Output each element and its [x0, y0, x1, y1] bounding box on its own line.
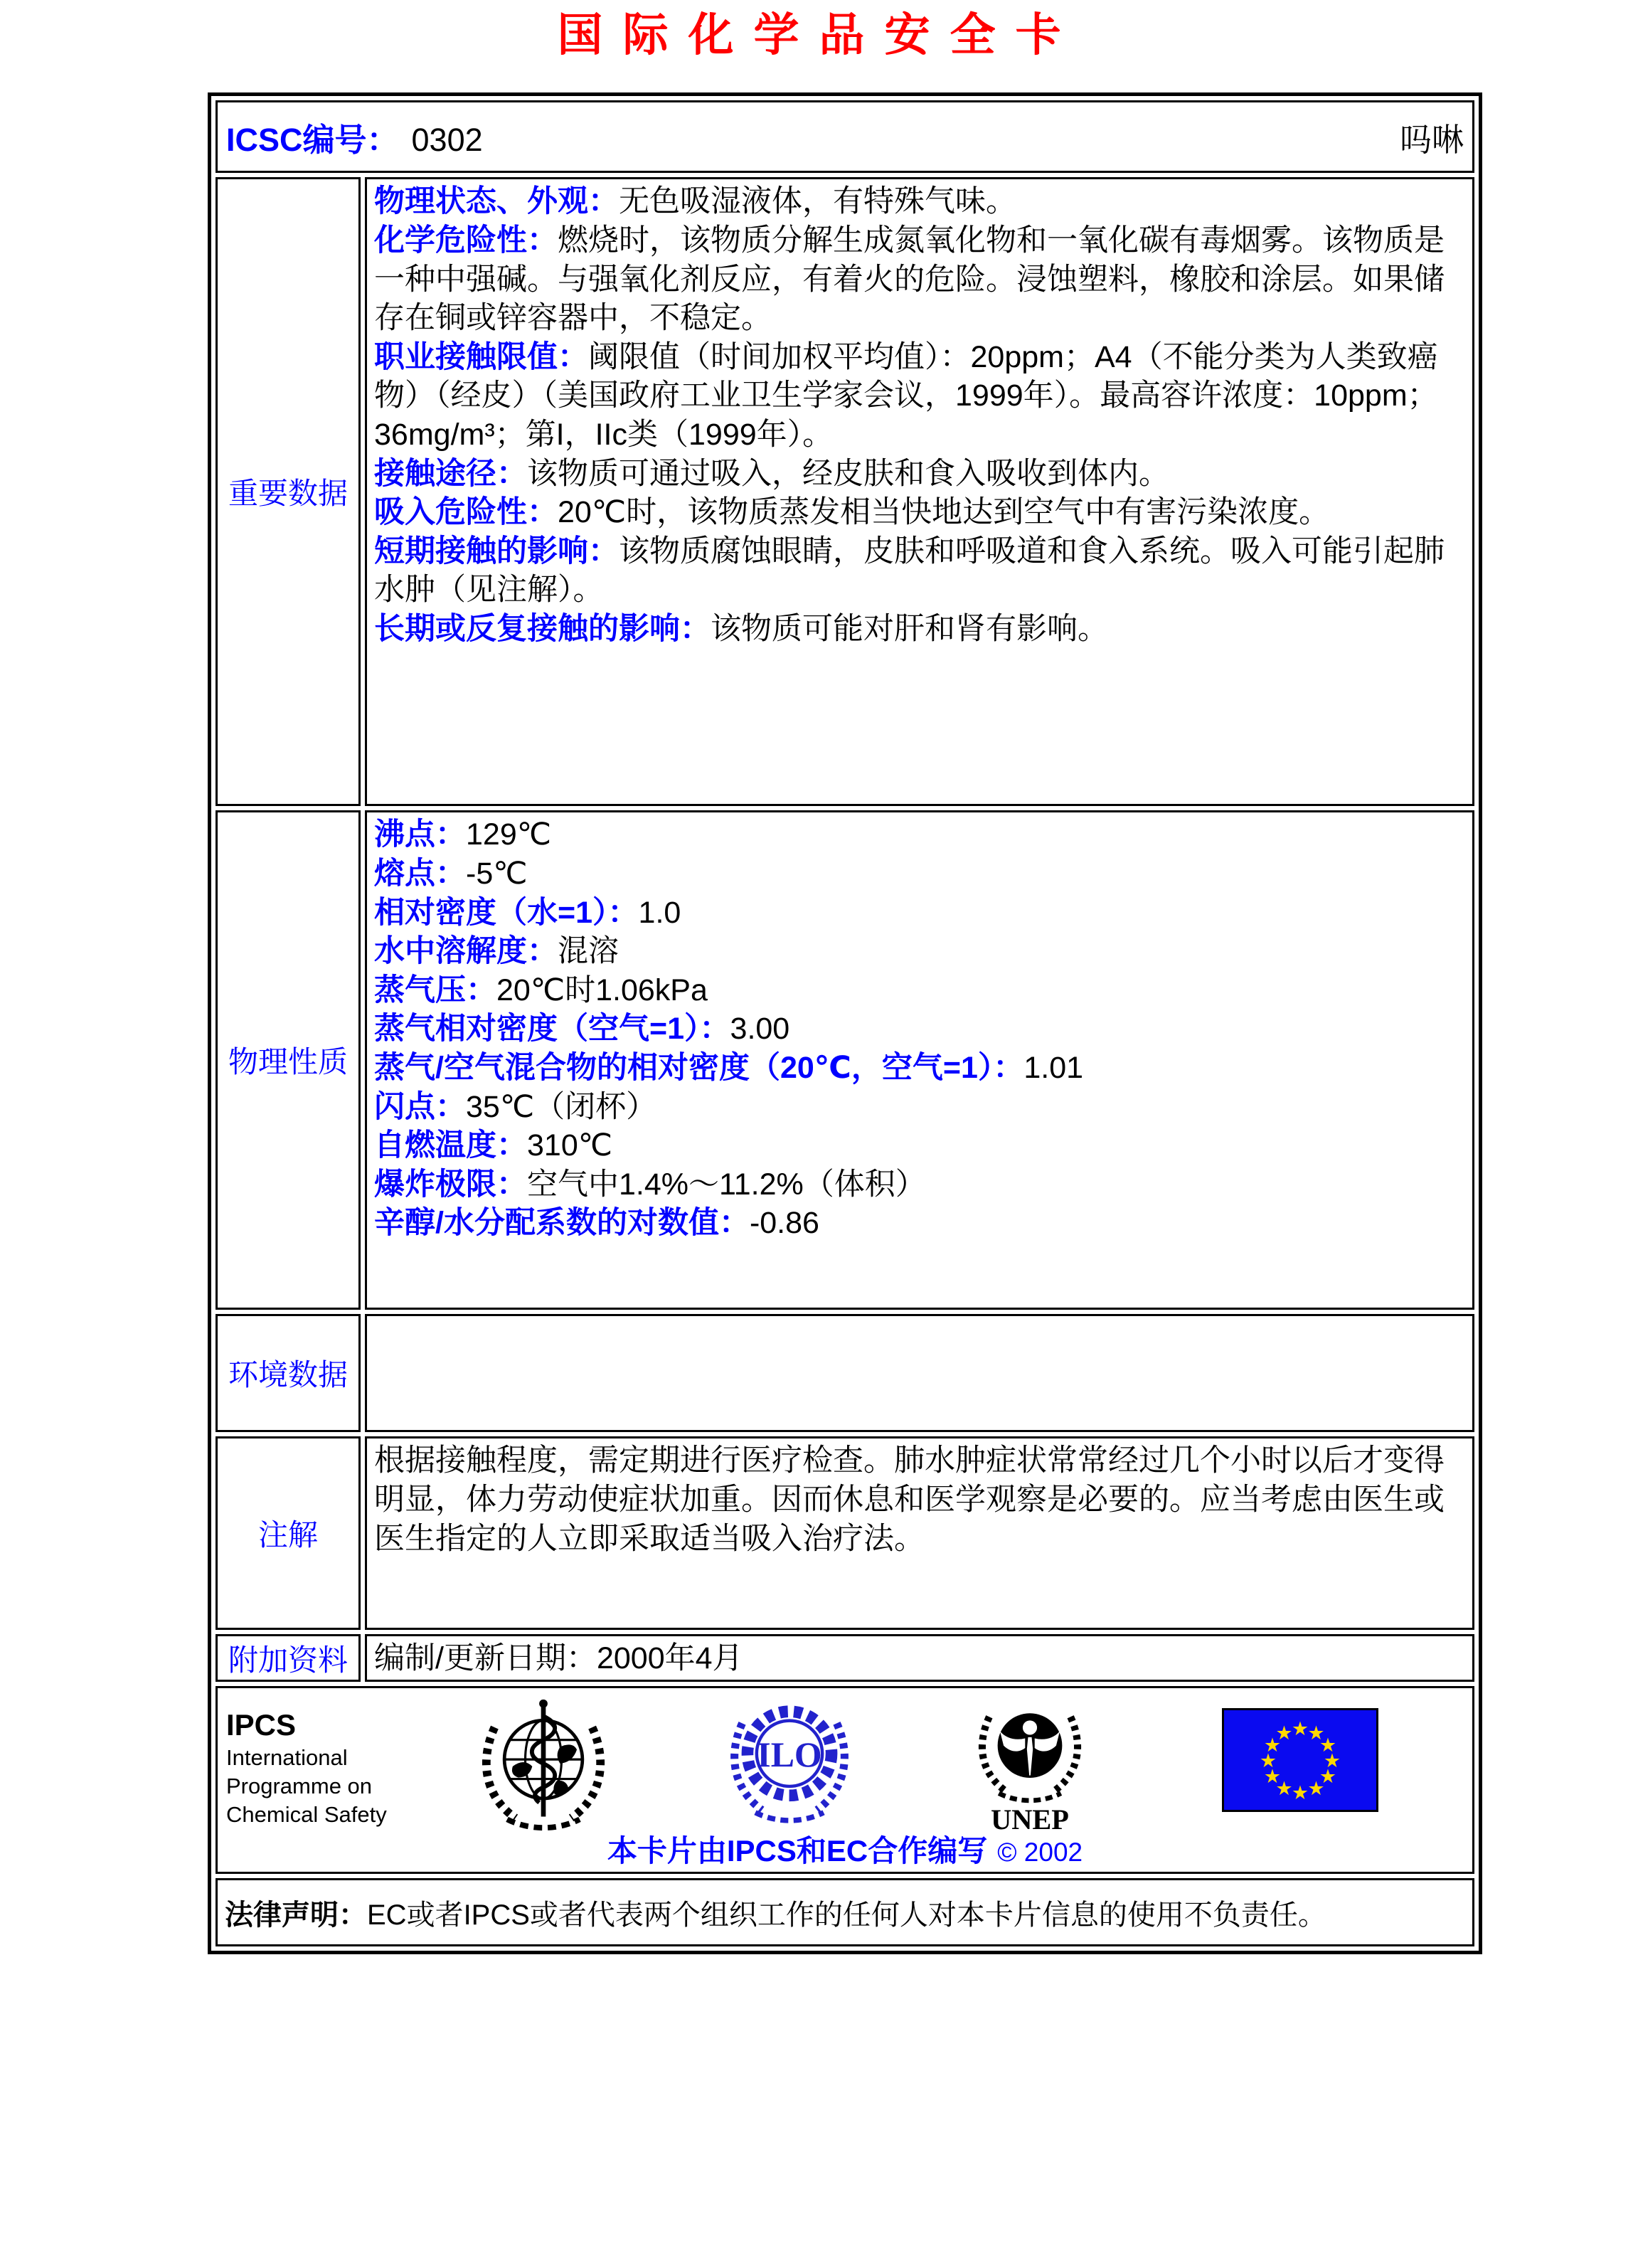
important-data-row: [216, 177, 1474, 806]
svg-text:★: ★: [1275, 1778, 1293, 1800]
field-label: 短期接触的影响：: [374, 534, 619, 568]
field-label: 熔点：: [374, 857, 466, 891]
legal-label: 法律声明：: [225, 1899, 367, 1931]
field-value: 35℃（闭杯）: [466, 1089, 657, 1124]
notes-row-label: 注解: [216, 1436, 361, 1630]
data-line: [374, 1165, 1462, 1204]
svg-text:★: ★: [1263, 1734, 1282, 1756]
data-line: [374, 894, 1462, 933]
environmental-data-row-label: 环境数据: [216, 1314, 361, 1432]
field-label: 长期或反复接触的影响：: [374, 612, 711, 647]
environmental-data-row: [216, 1314, 1474, 1432]
field-label: 闪点：: [374, 1089, 466, 1124]
eu-flag-icon: [1222, 1708, 1378, 1812]
data-line: [374, 182, 1462, 221]
field-label: 辛醇/水分配系数的对数值：: [374, 1206, 750, 1241]
data-line: [374, 493, 1462, 532]
data-line: [374, 932, 1462, 971]
field-label: 水中溶解度：: [374, 934, 558, 969]
field-label: 编制/更新日期：: [374, 1641, 597, 1676]
header-cell: [216, 100, 1474, 173]
data-line: [374, 854, 1462, 894]
field-value: 3.00: [730, 1012, 790, 1046]
data-line: [374, 1639, 1462, 1678]
field-label: 接触途径：: [374, 456, 527, 491]
unep-emblem-icon: [970, 1695, 1090, 1838]
svg-text:★: ★: [1275, 1722, 1293, 1744]
header-flex: [226, 114, 1464, 160]
physical-properties-content: [365, 810, 1474, 1310]
notes-content: 根据接触程度，需定期进行医疗检查。肺水肿症状常常经过几个小时以后才变得明显，体力劳动使症状加重。因而休息和医学观察是必要的。应当考虑由医生或医生指定的人立即采取适当吸入治疗法。: [365, 1436, 1474, 1630]
ipcs-name-line: International: [226, 1745, 348, 1771]
ipcs-acronym: IPCS: [226, 1708, 297, 1742]
svg-text:★: ★: [1263, 1766, 1282, 1788]
field-value: 燃烧时，该物质分解生成氮氧化物和一氧化碳有毒烟雾。该物质是一种中强碱。与强氧化剂反应，有着火的危险。浸蚀塑料，橡胶和涂层。如果储存在铜或锌容器中，不稳定。: [374, 223, 1445, 336]
ilo-emblem-icon: [721, 1694, 858, 1826]
field-value: 混溶: [558, 934, 619, 969]
field-value: 该物质可能对肝和肾有影响。: [711, 612, 1108, 647]
field-label: 化学危险性：: [374, 223, 558, 258]
icsc-number-label: ICSC编号：: [226, 121, 399, 158]
field-value: 20℃时，该物质蒸发相当快地达到空气中有害污染浓度。: [558, 495, 1330, 530]
field-value: 2000年4月: [596, 1641, 743, 1676]
icsc-number-value: 0302: [411, 121, 483, 158]
notes-row: [216, 1436, 1474, 1630]
svg-text:★: ★: [1323, 1750, 1341, 1772]
svg-text:★: ★: [1291, 1718, 1309, 1740]
field-label: 蒸气/空气混合物的相对密度（20℃，空气=1）：: [374, 1051, 1024, 1086]
additional-info-row-label: 附加资料: [216, 1634, 361, 1682]
header-row: [216, 100, 1474, 173]
data-line: [374, 971, 1462, 1010]
svg-text:★: ★: [1319, 1766, 1337, 1788]
legal-cell: [216, 1878, 1474, 1946]
legal-row: [216, 1878, 1474, 1946]
data-line: [374, 221, 1462, 338]
field-value: 310℃: [527, 1128, 613, 1163]
ipcs-name-line: Programme on: [226, 1773, 373, 1798]
field-value: -0.86: [749, 1206, 819, 1241]
logos-cell: [216, 1686, 1474, 1874]
ilo-letters: ILO: [757, 1735, 822, 1775]
data-line: [374, 532, 1462, 610]
credit-text: 本卡片由IPCS和EC合作编写: [607, 1834, 988, 1867]
credit-line: [218, 1828, 1472, 1870]
field-label: 自燃温度：: [374, 1128, 527, 1163]
physical-properties-row-label: 物理性质: [216, 810, 361, 1310]
ipcs-name-line: Chemical Safety: [226, 1801, 387, 1827]
field-value: 1.01: [1023, 1051, 1084, 1086]
svg-text:★: ★: [1307, 1722, 1325, 1744]
field-label: 吸入危险性：: [374, 495, 558, 530]
field-label: 职业接触限值：: [374, 339, 588, 374]
data-line: [374, 1088, 1462, 1127]
data-line: [374, 1204, 1462, 1243]
field-label: 爆炸极限：: [374, 1167, 527, 1202]
field-value: 空气中1.4%～11.2%（体积）: [527, 1167, 926, 1202]
icsc-number-group: [226, 114, 483, 160]
page-title: 国际化学品安全卡: [557, 9, 1081, 60]
field-label: 物理状态、外观：: [374, 184, 619, 219]
data-line: [374, 610, 1462, 649]
legal-text: EC或者IPCS或者代表两个组织工作的任何人对本卡片信息的使用不负责任。: [367, 1899, 1326, 1931]
who-emblem-icon: [474, 1694, 613, 1833]
svg-text:★: ★: [1259, 1750, 1277, 1772]
svg-text:★: ★: [1307, 1778, 1325, 1800]
field-value: 无色吸湿液体，有特殊气味。: [619, 184, 1016, 219]
svg-text:★: ★: [1319, 1734, 1337, 1756]
field-value: 阈限值（时间加权平均值）：20ppm；A4（不能分类为人类致癌物）（经皮）（美国政府工业卫生学家会议，1999年）。最高容许浓度：10ppm；36mg/m³；第I，IIc类（1999年）。: [374, 339, 1438, 452]
svg-text:★: ★: [1291, 1782, 1309, 1804]
icsc-document-page: [0, 10, 1638, 2268]
unep-letters: UNEP: [991, 1803, 1069, 1836]
chemical-name: 吗啉: [1399, 121, 1464, 158]
field-value: 该物质腐蚀眼睛，皮肤和呼吸道和食入系统。吸入可能引起肺水肿（见注解）。: [374, 534, 1445, 608]
important-data-content: [365, 177, 1474, 806]
physical-properties-row: [216, 810, 1474, 1310]
data-line: [374, 1126, 1462, 1165]
ipcs-text-block: [226, 1708, 387, 1827]
important-data-row-label: 重要数据: [216, 177, 361, 806]
field-label: 沸点：: [374, 817, 466, 852]
credit-year: © 2002: [997, 1838, 1083, 1867]
additional-info-row: [216, 1634, 1474, 1682]
field-label: 相对密度（水=1）：: [374, 895, 639, 930]
field-value: 20℃时1.06kPa: [496, 973, 708, 1007]
field-label: 蒸气相对密度（空气=1）：: [374, 1012, 730, 1046]
environmental-data-content: [365, 1314, 1474, 1432]
data-line: [374, 455, 1462, 494]
data-line: [374, 815, 1462, 854]
field-value: 129℃: [466, 817, 552, 852]
field-value: 该物质可通过吸入，经皮肤和食入吸收到体内。: [527, 456, 1169, 491]
data-line: [374, 338, 1462, 455]
logos-row: [216, 1686, 1474, 1874]
field-value: -5℃: [466, 857, 528, 891]
icsc-card-table: [208, 92, 1482, 1954]
field-label: 蒸气压：: [374, 973, 496, 1007]
additional-info-content: [365, 1634, 1474, 1682]
data-line: [374, 1049, 1462, 1088]
field-value: 1.0: [638, 895, 681, 930]
data-line: [374, 1010, 1462, 1049]
